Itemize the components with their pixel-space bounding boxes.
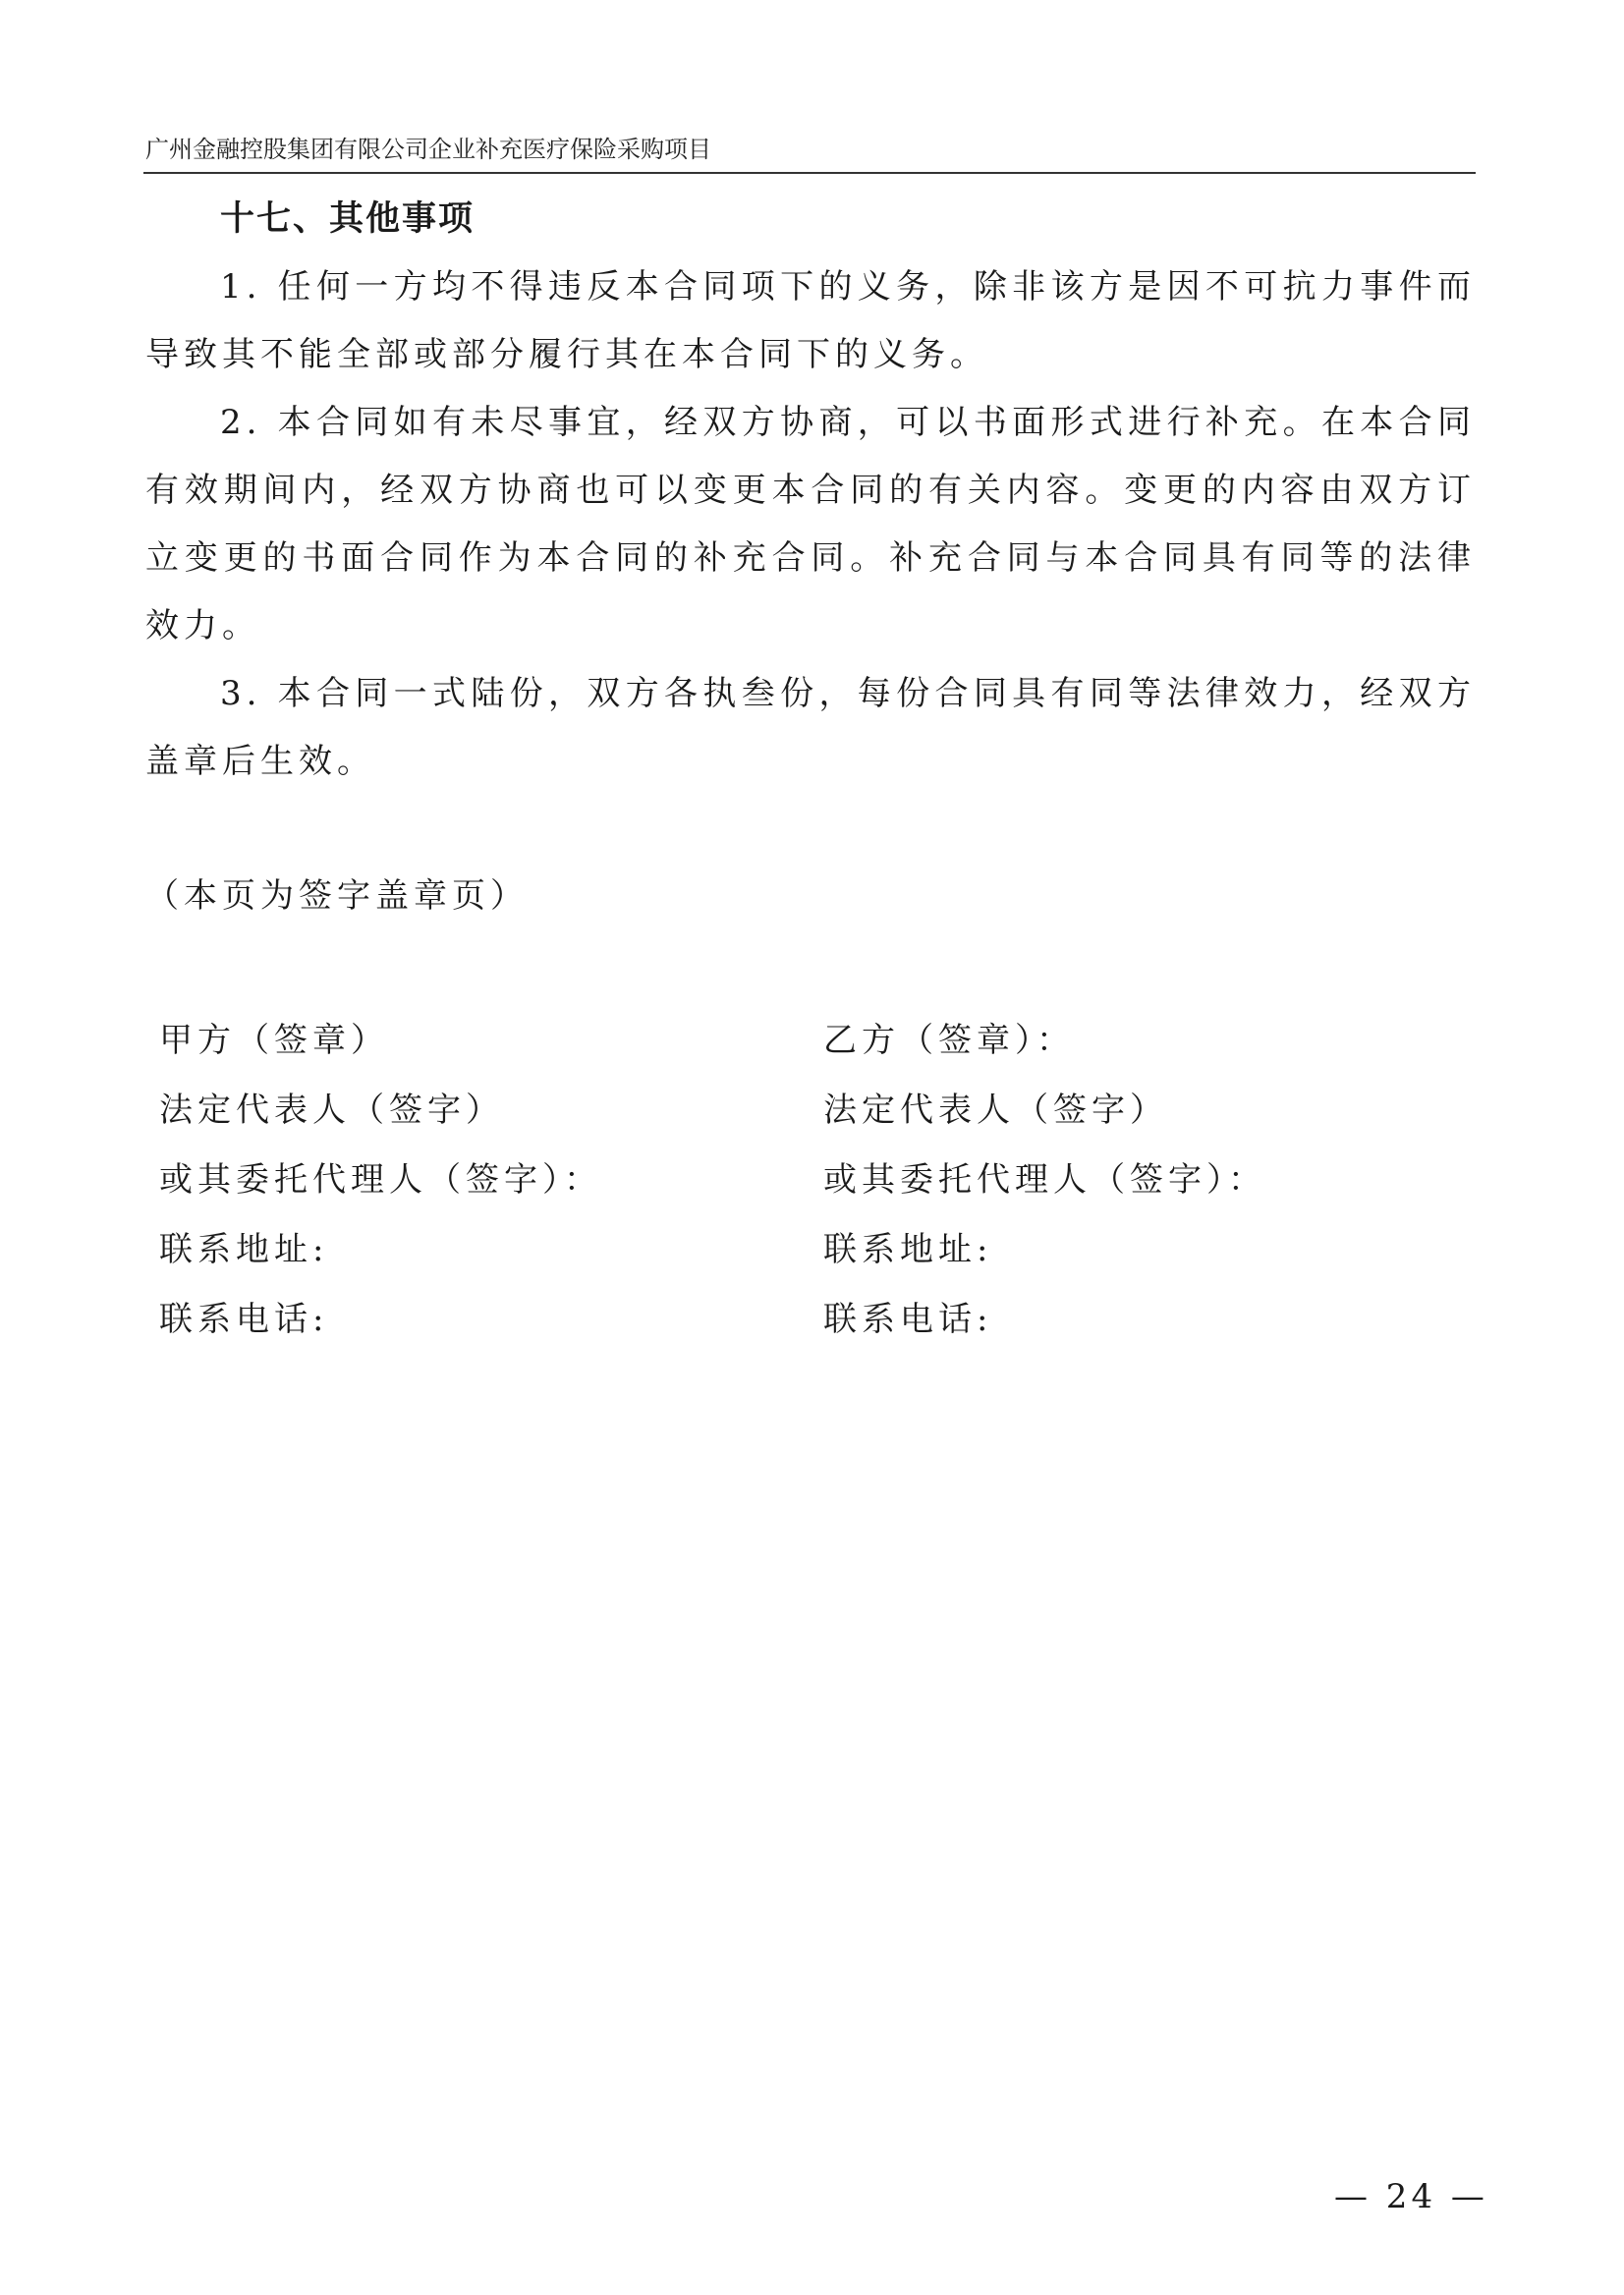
party-b-agent-label: 或其委托代理人（签字）： [823,1160,1266,1200]
party-a-seal-label: 甲方（签章） [159,1021,389,1060]
party-a-signature-block [159,1006,602,1355]
section-body [145,253,1476,796]
document-header-title: 广州金融控股集团有限公司企业补充医疗保险采购项目 [145,136,711,163]
page-number: — 24 — [1334,2177,1488,2216]
party-b-signature-block [823,1006,1266,1355]
clause-3: 3. 本合同一式陆份，双方各执叁份，每份合同具有同等法律效力，经双方盖章后生效。 [145,674,1476,781]
party-b-phone-label: 联系电话: [823,1300,993,1339]
clause-2: 2. 本合同如有未尽事宜，经双方协商，可以书面形式进行补充。在本合同有效期间内，经双方协商也可以变更本合同的有关内容。变更的内容由双方订立变更的书面合同作为本合同的补充合同。补充合同与本合同具有同等的法律效力。 [145,403,1476,645]
header-divider [143,172,1476,174]
party-a-agent-label: 或其委托代理人（签字）： [159,1160,602,1200]
signature-page-note: （本页为签字盖章页） [145,876,529,916]
party-a-address-label: 联系地址: [159,1230,329,1269]
party-b-legal-rep-label: 法定代表人（签字） [823,1091,1168,1130]
party-a-legal-rep-label: 法定代表人（签字） [159,1091,504,1130]
party-b-address-label: 联系地址: [823,1230,993,1269]
party-b-seal-label: 乙方（签章）： [823,1021,1075,1060]
clause-1: 1. 任何一方均不得违反本合同项下的义务，除非该方是因不可抗力事件而导致其不能全部或部分履行其在本合同下的义务。 [145,267,1476,374]
party-a-phone-label: 联系电话: [159,1300,329,1339]
section-heading: 十七、其他事项 [220,199,476,239]
